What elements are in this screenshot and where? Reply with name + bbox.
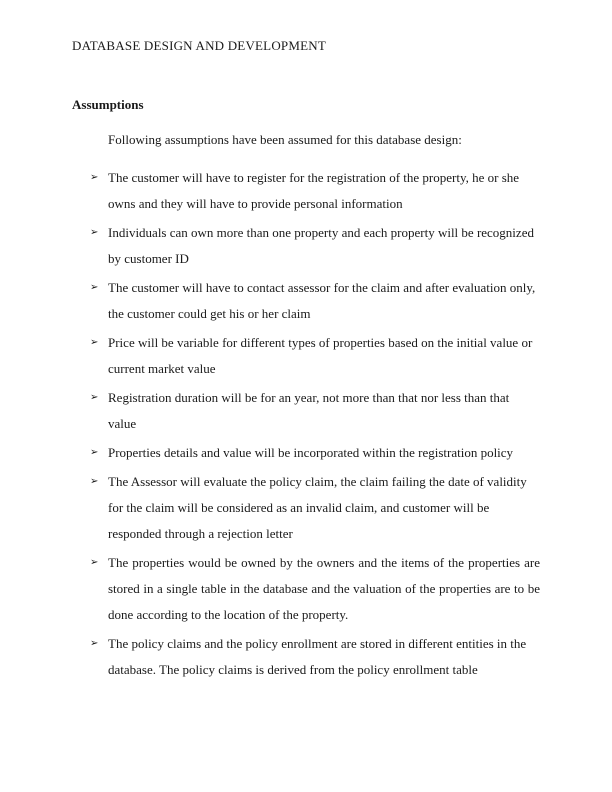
- list-item-text: Properties details and value will be incorporated within the registration policy: [108, 445, 514, 460]
- arrow-bullet-icon: ➢: [90, 227, 99, 238]
- list-item-text: The Assessor will evaluate the policy claim, the claim failing the date of validity for the claim will be considered as an invalid claim, and customer will be responded through a rejection letter: [108, 474, 527, 541]
- arrow-bullet-icon: ➢: [90, 172, 99, 183]
- list-item: [90, 220, 540, 272]
- arrow-bullet-icon: ➢: [90, 447, 99, 458]
- list-item: [90, 275, 540, 327]
- list-item: [90, 631, 540, 683]
- list-item-text: The customer will have to register for the registration of the property, he or she owns and they will have to provide personal information: [108, 170, 520, 211]
- assumptions-list: [72, 165, 540, 683]
- list-item-text: Price will be variable for different types of properties based on the initial value or current market value: [108, 335, 533, 376]
- list-item: [90, 440, 540, 466]
- list-item: [90, 330, 540, 382]
- page-header: DATABASE DESIGN AND DEVELOPMENT: [72, 38, 326, 53]
- list-item: [90, 550, 540, 628]
- list-item-text: The properties would be owned by the owners and the items of the properties are stored in a single table in the database and the valuation of the properties are to be done according to the location of the property.: [108, 555, 540, 622]
- list-item-text: Individuals can own more than one property and each property will be recognized by customer ID: [108, 225, 534, 266]
- arrow-bullet-icon: ➢: [90, 392, 99, 403]
- list-item-text: Registration duration will be for an year, not more than that nor less than that value: [108, 390, 510, 431]
- list-item-text: The policy claims and the policy enrollment are stored in different entities in the database. The policy claims is derived from the policy enrollment table: [108, 636, 527, 677]
- arrow-bullet-icon: ➢: [90, 557, 99, 568]
- arrow-bullet-icon: ➢: [90, 282, 99, 293]
- arrow-bullet-icon: ➢: [90, 476, 99, 487]
- arrow-bullet-icon: ➢: [90, 638, 99, 649]
- list-item: [90, 165, 540, 217]
- arrow-bullet-icon: ➢: [90, 337, 99, 348]
- list-item-text: The customer will have to contact assessor for the claim and after evaluation only, the customer could get his or her claim: [108, 280, 536, 321]
- intro-text: Following assumptions have been assumed for this database design:: [108, 132, 462, 147]
- list-item: [90, 385, 540, 437]
- section-title: Assumptions: [72, 97, 144, 112]
- list-item: [90, 469, 540, 547]
